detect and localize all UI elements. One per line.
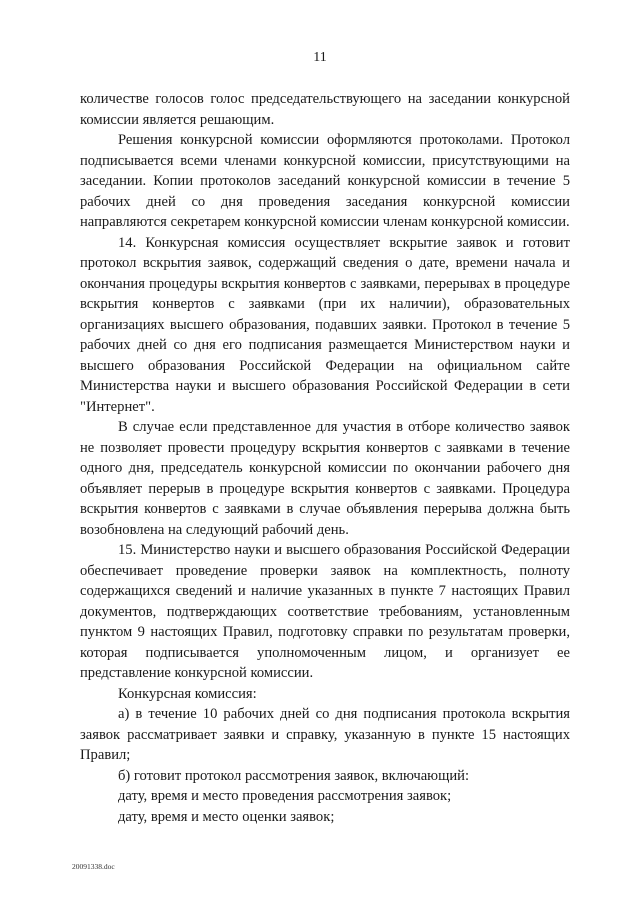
paragraph-evaluation-date: дату, время и место оценки заявок; <box>118 808 335 825</box>
paragraph-voting-tie: количестве голосов голос председательствующего на заседании конкурсной комиссии является решающим. <box>80 91 570 128</box>
page-number: 11 <box>313 50 327 65</box>
paragraph-protocols: Решения конкурсной комиссии оформляются протоколами. Протокол подписывается всеми членами конкурсной комиссии, присутствующими на заседании. Копии протоколов заседаний конкурсной комиссии в течение 5 рабочих дней со дня проведения заседания конкурсной комиссии направляются секретарем конкурсной комиссии членам конкурсной комиссии. <box>80 132 570 230</box>
footer-file-code: 20091338.doc <box>72 862 115 871</box>
paragraph-break-procedure: В случае если представленное для участия в отборе количество заявок не позволяет провести процедуру вскрытия конвертов с заявками в течение одного дня, председатель конкурсной комиссии по окончании рабочего дня объявляет перерыв в процедуре вскрытия конвертов с заявками. Процедура вскрытия конвертов с заявками в случае объявления перерыва должна быть возобновлена на следующий рабочий день. <box>80 419 570 538</box>
paragraph-commission-heading: Конкурсная комиссия: <box>118 685 257 702</box>
paragraph-subitem-b: б) готовит протокол рассмотрения заявок, включающий: <box>118 767 469 784</box>
paragraph-review-date: дату, время и место проведения рассмотрения заявок; <box>118 788 452 804</box>
paragraph-item-14: 14. Конкурсная комиссия осуществляет вскрытие заявок и готовит протокол вскрытия заявок, содержащий сведения о дате, времени начала и окончания процедуры вскрытия конвертов с заявками, перерывах в процедуре вскрытия конвертов с заявками (при их наличии), образовательных организациях высшего образования, подавших заявки. Протокол в течение 5 рабочих дней со дня его подписания размещается Министерством науки и высшего образования Российской Федерации на официальном сайте Министерства науки и высшего образования Российской Федерации в сети "Интернет". <box>80 234 570 415</box>
paragraph-subitem-a: а) в течение 10 рабочих дней со дня подписания протокола вскрытия заявок рассматривает заявки и справку, указанную в пункте 15 настоящих Правил; <box>80 706 570 763</box>
document-body <box>80 89 570 827</box>
paragraph-item-15: 15. Министерство науки и высшего образования Российской Федерации обеспечивает проведение проверки заявок на комплектность, полноту содержащихся сведений и наличие указанных в пункте 7 настоящих Правил документов, подтверждающих соответствие требованиям, установленным пунктом 9 настоящих Правил, подготовку справки по результатам проверки, которая подписывается уполномоченным лицом, и организует ее представление конкурсной комиссии. <box>80 542 570 681</box>
